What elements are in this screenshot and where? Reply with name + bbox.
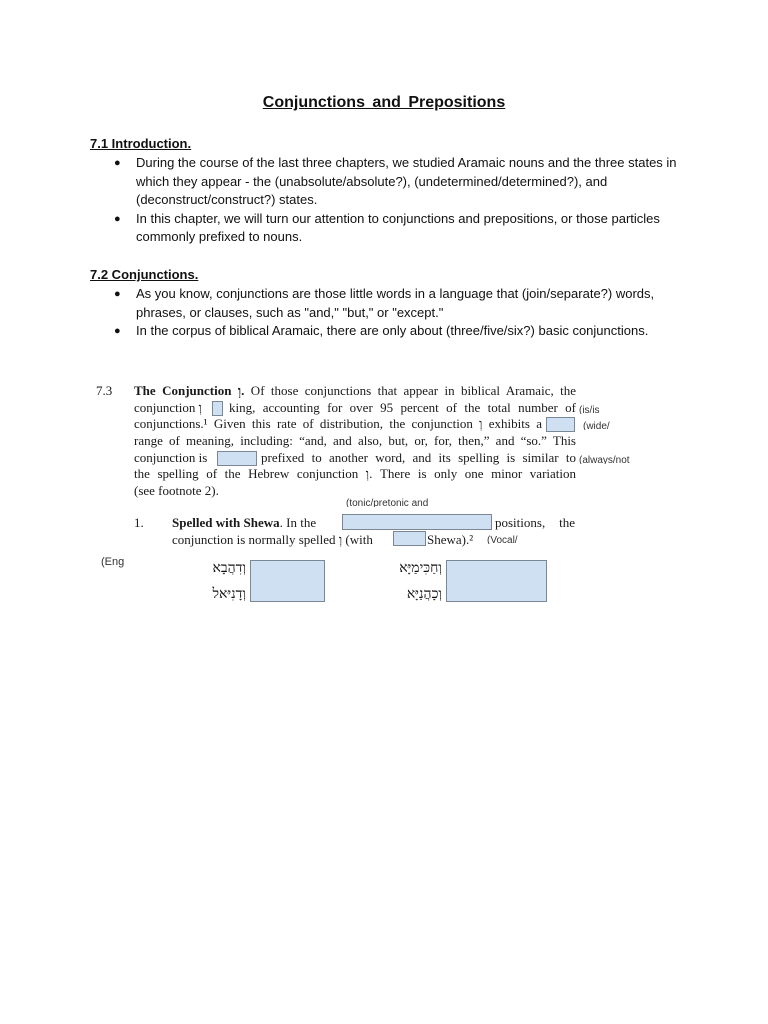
blank-field-translation-2[interactable]	[446, 560, 547, 602]
bullet-text: In this chapter, we will turn our attention to conjunctions and prepositions, or those particles commonly prefixed to nouns.	[136, 210, 660, 244]
list-item	[90, 285, 690, 322]
hebrew-word: וְחַכִּימַיָּא	[399, 560, 442, 576]
excerpt-line: (see footnote 2).	[134, 483, 219, 498]
hebrew-word: וְדָנִיּאל	[212, 586, 246, 602]
excerpt-line: the spelling of the Hebrew conjunction וְ. There is only one minor variation	[134, 466, 577, 481]
conjunctions-bullet-list	[90, 285, 690, 341]
excerpt-line: king, accounting for over 95 percent of the total number of	[229, 400, 576, 415]
list-item	[90, 210, 690, 247]
bullet-icon: ●	[114, 157, 121, 169]
bullet-text: In the corpus of biblical Aramaic, there are only about (three/five/six?) basic conjunctions.	[136, 323, 649, 338]
blank-field-prefixed[interactable]	[217, 451, 257, 466]
excerpt-line: Shewa).²	[427, 532, 474, 547]
excerpt-line: prefixed to another word, and its spelling is similar to	[261, 450, 576, 465]
introduction-bullet-list	[90, 154, 690, 247]
item-subheading: Spelled with Shewa	[172, 515, 280, 530]
list-item	[90, 322, 690, 341]
excerpt-subheading: The Conjunction וְ.	[134, 383, 245, 398]
margin-note: (tonic/pretonic and	[346, 498, 429, 507]
excerpt-line: conjunction is normally spelled וְ (with	[172, 532, 373, 547]
bullet-text: As you know, conjunctions are those little words in a language that (join/separate?) words, phrases, or clauses, such as "and," "but," or "except."	[136, 286, 655, 320]
bullet-icon: ●	[114, 212, 121, 225]
excerpt-line: conjunction וְ	[134, 400, 202, 415]
excerpt-number: 7.3	[96, 383, 113, 398]
blank-field-translation-1[interactable]	[250, 560, 325, 602]
excerpt-line: conjunctions.¹ Given this rate of distribution, the conjunction וְ exhibits a	[134, 416, 543, 431]
bullet-icon: ●	[114, 325, 121, 337]
hebrew-word: וְכָהֲנַיָּא	[406, 586, 442, 602]
blank-field-range[interactable]	[546, 417, 575, 432]
blank-field-shewa[interactable]	[393, 531, 426, 546]
margin-note: (Eng	[101, 556, 125, 568]
margin-note: (Vocal/	[487, 535, 518, 544]
blank-field-positions[interactable]	[342, 514, 492, 530]
excerpt-line: positions, the	[495, 515, 575, 530]
excerpt-line: range of meaning, including: “and, and also, but, or, for, then,” and “so.” This	[134, 433, 576, 448]
item-number: 1.	[134, 515, 144, 530]
section-heading-introduction: 7.1 Introduction.	[90, 136, 192, 151]
excerpt-line: . In the	[279, 515, 317, 530]
section-heading-conjunctions: 7.2 Conjunctions.	[90, 267, 199, 282]
bullet-text: During the course of the last three chapters, we studied Aramaic nouns and the three states in which they appear - the (unabsolute/absolute?), (undetermined/determined?), and (deconstruct/construct?) states.	[136, 155, 677, 207]
list-item	[90, 154, 690, 210]
hebrew-word: וְדִהֲבָא	[212, 560, 246, 576]
blank-field-conjunction-letter[interactable]	[212, 401, 223, 416]
margin-note: (always/not	[579, 455, 630, 464]
excerpt-line: Of those conjunctions that appear in biblical Aramaic, the	[244, 383, 576, 398]
page-title: Conjunctions and Prepositions	[262, 94, 506, 111]
excerpt-line: conjunction is	[134, 450, 208, 465]
margin-note: (is/is	[579, 405, 600, 414]
bullet-icon: ●	[114, 288, 121, 300]
margin-note: (wide/	[583, 421, 610, 430]
